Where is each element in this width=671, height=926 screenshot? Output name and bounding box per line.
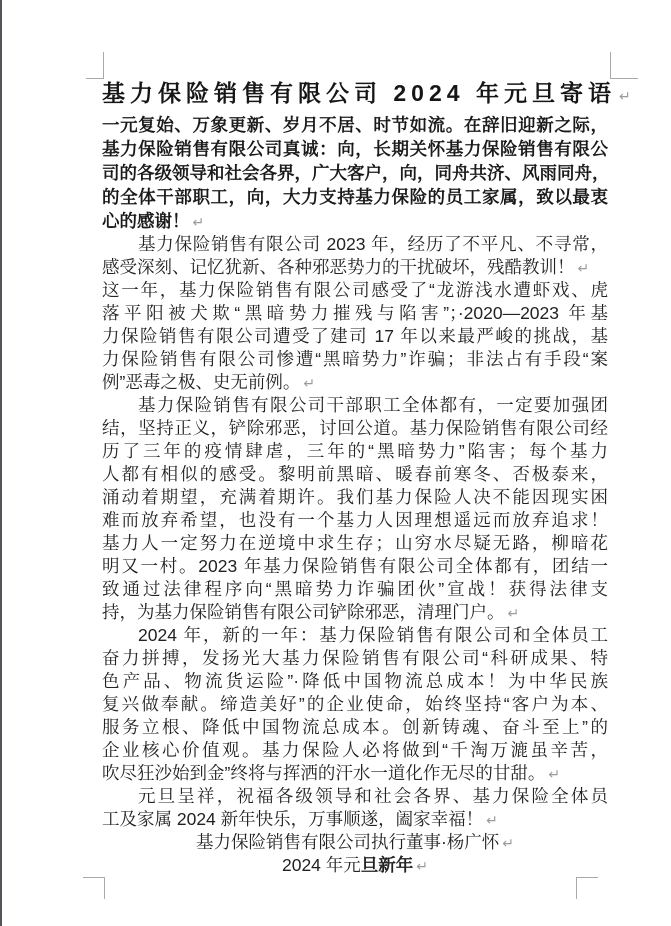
paragraph-return-mark: ↵: [416, 858, 429, 874]
text-line: 基力保险销售有限公司干部职工全体都有，一定要加强团: [138, 395, 608, 415]
paragraph-review-2023: [102, 233, 608, 279]
margin-mark-bottom-right-icon: [576, 877, 598, 899]
text-line: 元旦呈祥，祝福各级领导和社会各界、基力保险全体员: [138, 786, 608, 806]
text-line: 历了三年的疫情肆虐，三年的“黑暗势力”陷害；每个基力: [102, 441, 608, 461]
text-line: 司的各级领导和社会各界，广大客户，向，同舟共济、风雨同舟，: [102, 163, 610, 183]
text-line: 心的感谢！ ↵: [102, 211, 205, 231]
text-line: 复兴做奉献。缔造美好”的企业使命，始终坚持“客户为本、: [102, 694, 608, 714]
text-line: 工及家属 2024 新年快乐，万事顺遂，阖家幸福！ ↵: [102, 809, 498, 829]
text-run: 旦新年: [360, 855, 414, 875]
text-line: 涌动着期望，充满着期许。我们基力保险人决不能因现实困: [102, 487, 608, 507]
text-line: 明又一村。2023 年基力保险销售有限公司全体都有，团结一: [102, 556, 608, 576]
document-title-text: 基力保险销售有限公司 2024 年元旦寄语: [102, 80, 616, 106]
text-run: 2024 年元: [281, 855, 361, 875]
paragraph-date-line: [102, 854, 608, 877]
text-line: 难而放弃希望，也没有一个基力人因理想遥远而放弃追求！: [102, 510, 608, 530]
paragraph-staff-unity: [102, 394, 608, 624]
margin-mark-top-left-icon: [86, 52, 104, 79]
document-body: [102, 80, 631, 877]
text-line: [102, 854, 608, 877]
paragraph-greeting-lead: [102, 113, 608, 233]
paragraph-return-mark: ↵: [486, 812, 498, 828]
text-line: 企业核心价值观。基力保险人必将做到“千淘万漉虽辛苦，: [102, 740, 608, 760]
text-line: 吹尽狂沙始到金”终将与挥洒的汗水一道化作无尽的甘甜。 ↵: [102, 763, 561, 783]
text-line: 致通过法律程序向“黑暗势力诈骗团伙”宣战！获得法律支: [102, 579, 608, 599]
paragraph-signature: [102, 831, 608, 854]
paragraph-return-mark: ↵: [507, 605, 520, 621]
text-line: 力保险销售有限公司惨遭“黑暗势力”诈骗；非法占有手段“案: [102, 349, 608, 369]
text-line: 基力人一定努力在逆境中求生存；山穷水尽疑无路，柳暗花: [102, 533, 608, 553]
text-line: 的全体干部职工，向，大力支持基力保险的员工家属，致以最衷: [102, 187, 608, 207]
paragraph-return-mark: ↵: [548, 766, 561, 782]
text-line: 一元复始、万象更新、岁月不居、时节如流。在辞旧迎新之际，: [102, 115, 608, 135]
text-line: 色产品、物流货运险”·降低中国物流总成本！为中华民族: [102, 671, 608, 691]
page-left-border: [0, 0, 2, 926]
text-line: 例”恶毒之极、史无前例。 ↵: [102, 372, 316, 392]
paragraph-this-year-hardship: [102, 279, 608, 394]
paragraph-return-mark: ↵: [577, 260, 590, 276]
text-line: 人都有相似的感受。黎明前黑暗、暖春前寒冬、否极泰来，: [102, 464, 608, 484]
text-line: 落平阳被犬欺“黑暗势力摧残与陷害”；·2020—2023 年基: [102, 303, 608, 323]
text-line: 基力保险销售有限公司执行董事·杨广怀 ↵: [195, 832, 515, 852]
text-line: 2024 年，新的一年：基力保险销售有限公司和全体员工: [138, 625, 608, 645]
document-title: [102, 80, 631, 110]
text-line: 结，坚持正义，铲除邪恶，讨回公道。基力保险销售有限公司经: [102, 418, 608, 438]
paragraph-return-mark: ↵: [303, 375, 316, 391]
text-line: 奋力拼搏，发扬光大基力保险销售有限公司“科研成果、特: [102, 648, 608, 668]
text-line: 基力保险销售有限公司 2023 年，经历了不平凡、不寻常，: [138, 234, 608, 254]
text-line: 服务立根、降低中国物流总成本。创新铸魂、奋斗至上”的: [102, 717, 608, 737]
paragraph-return-mark: ↵: [618, 88, 631, 104]
paragraph-return-mark: ↵: [192, 214, 205, 230]
text-line: 持，为基力保险销售有限公司铲除邪恶，清理门户。 ↵: [102, 602, 520, 622]
margin-mark-top-right-icon: [610, 52, 638, 79]
text-line: 感受深刻、记忆犹新、各种邪恶势力的干扰破坏，残酷教训！ ↵: [102, 257, 590, 277]
text-line: 这一年，基力保险销售有限公司感受了“龙游浅水遭虾戏、虎: [102, 280, 608, 300]
paragraphs-container: [102, 113, 608, 877]
margin-mark-bottom-left-icon: [83, 877, 105, 899]
text-line: 力保险销售有限公司遭受了建司 17 年以来最严峻的挑战，基: [102, 326, 608, 346]
paragraph-new-year-2024: [102, 624, 608, 785]
paragraph-return-mark: ↵: [502, 835, 515, 851]
text-line: 基力保险销售有限公司真诚：向，长期关怀基力保险销售有限公: [102, 139, 608, 159]
paragraph-blessing: [102, 785, 608, 831]
